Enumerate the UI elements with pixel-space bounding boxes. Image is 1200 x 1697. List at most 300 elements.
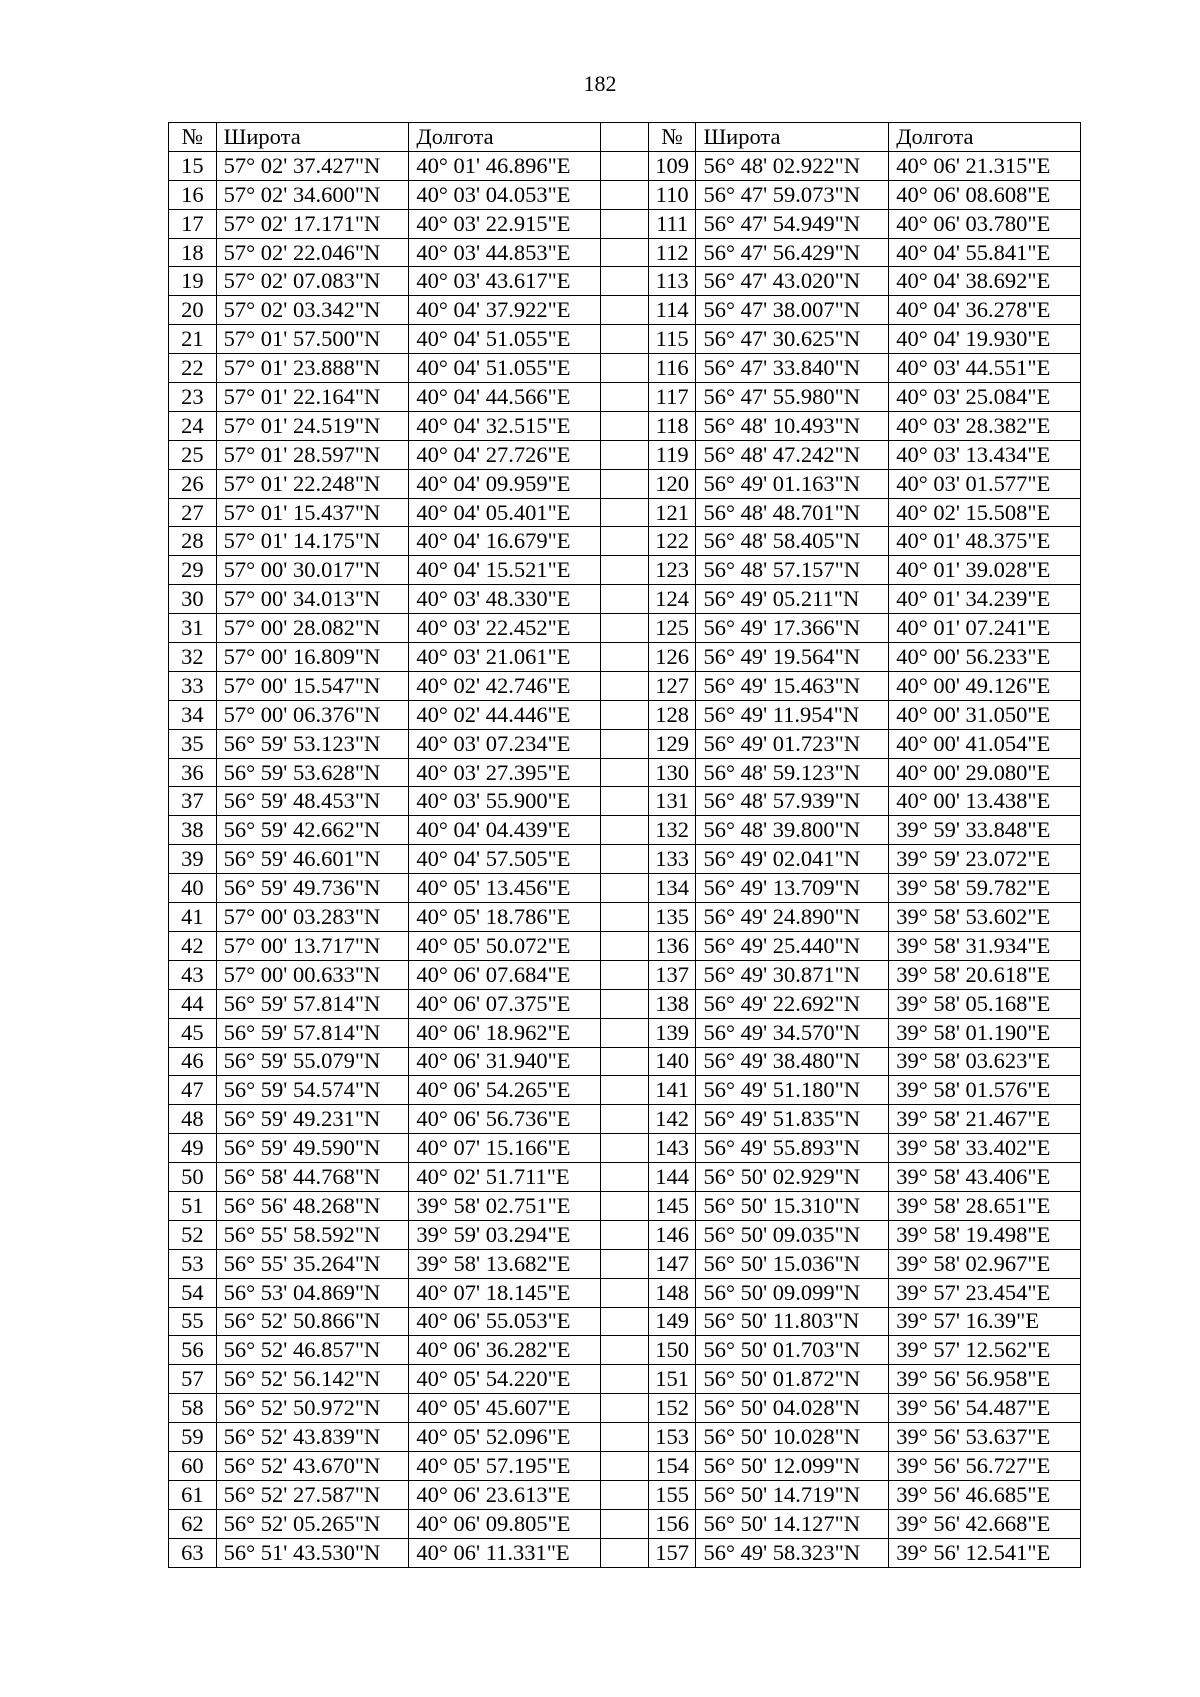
latitude-left: 57° 01' 15.437"N xyxy=(216,498,409,527)
gap-cell xyxy=(601,643,649,672)
latitude-right: 56° 47' 54.949"N xyxy=(696,209,889,238)
latitude-left: 57° 02' 37.427"N xyxy=(216,151,409,180)
longitude-left: 40° 05' 50.072"E xyxy=(409,931,601,960)
row-number-left: 43 xyxy=(169,960,217,989)
longitude-left: 40° 06' 31.940"E xyxy=(409,1047,601,1076)
gap-cell xyxy=(601,1538,649,1567)
longitude-right: 39° 56' 53.637"E xyxy=(889,1423,1081,1452)
row-number-right: 130 xyxy=(648,758,696,787)
row-number-right: 123 xyxy=(648,556,696,585)
row-number-right: 134 xyxy=(648,874,696,903)
gap-cell xyxy=(601,931,649,960)
gap-cell xyxy=(601,180,649,209)
table-row xyxy=(169,1076,1081,1105)
longitude-left: 40° 05' 52.096"E xyxy=(409,1423,601,1452)
table-row xyxy=(169,989,1081,1018)
latitude-right: 56° 50' 11.803"N xyxy=(696,1307,889,1336)
latitude-left: 57° 01' 22.248"N xyxy=(216,469,409,498)
latitude-right: 56° 50' 02.929"N xyxy=(696,1163,889,1192)
gap-cell xyxy=(601,585,649,614)
longitude-left: 40° 03' 44.853"E xyxy=(409,238,601,267)
longitude-right: 39° 56' 56.727"E xyxy=(889,1451,1081,1480)
longitude-right: 40° 04' 38.692"E xyxy=(889,267,1081,296)
table-body xyxy=(169,151,1081,1567)
row-number-right: 117 xyxy=(648,383,696,412)
row-number-right: 127 xyxy=(648,671,696,700)
row-number-right: 142 xyxy=(648,1105,696,1134)
row-number-left: 25 xyxy=(169,440,217,469)
row-number-left: 16 xyxy=(169,180,217,209)
gap-cell xyxy=(601,758,649,787)
row-number-right: 154 xyxy=(648,1451,696,1480)
header-longitude-right: Долгота xyxy=(889,123,1081,152)
latitude-right: 56° 49' 25.440"N xyxy=(696,931,889,960)
table-row xyxy=(169,1047,1081,1076)
row-number-left: 56 xyxy=(169,1336,217,1365)
table-row xyxy=(169,527,1081,556)
gap-cell xyxy=(601,1307,649,1336)
longitude-right: 40° 01' 48.375"E xyxy=(889,527,1081,556)
latitude-right: 56° 49' 13.709"N xyxy=(696,874,889,903)
gap-cell xyxy=(601,1423,649,1452)
gap-cell xyxy=(601,1047,649,1076)
gap-cell xyxy=(601,1191,649,1220)
table-row xyxy=(169,469,1081,498)
row-number-right: 147 xyxy=(648,1249,696,1278)
table-row xyxy=(169,1365,1081,1394)
table-row xyxy=(169,180,1081,209)
latitude-left: 56° 59' 57.814"N xyxy=(216,1018,409,1047)
gap-cell xyxy=(601,787,649,816)
longitude-left: 40° 06' 54.265"E xyxy=(409,1076,601,1105)
row-number-right: 145 xyxy=(648,1191,696,1220)
latitude-left: 57° 01' 28.597"N xyxy=(216,440,409,469)
row-number-left: 49 xyxy=(169,1134,217,1163)
table-row xyxy=(169,1480,1081,1509)
longitude-right: 40° 04' 19.930"E xyxy=(889,325,1081,354)
latitude-right: 56° 48' 47.242"N xyxy=(696,440,889,469)
gap-cell xyxy=(601,903,649,932)
longitude-right: 40° 00' 29.080"E xyxy=(889,758,1081,787)
longitude-right: 40° 06' 08.608"E xyxy=(889,180,1081,209)
longitude-right: 39° 59' 23.072"E xyxy=(889,845,1081,874)
row-number-right: 110 xyxy=(648,180,696,209)
longitude-left: 40° 03' 43.617"E xyxy=(409,267,601,296)
row-number-left: 35 xyxy=(169,729,217,758)
row-number-right: 115 xyxy=(648,325,696,354)
gap-cell xyxy=(601,209,649,238)
longitude-left: 40° 03' 55.900"E xyxy=(409,787,601,816)
row-number-right: 137 xyxy=(648,960,696,989)
longitude-right: 39° 58' 59.782"E xyxy=(889,874,1081,903)
table-row xyxy=(169,1394,1081,1423)
table-row xyxy=(169,325,1081,354)
row-number-right: 122 xyxy=(648,527,696,556)
latitude-right: 56° 49' 01.163"N xyxy=(696,469,889,498)
longitude-right: 40° 06' 21.315"E xyxy=(889,151,1081,180)
gap-cell xyxy=(601,1163,649,1192)
table-row xyxy=(169,411,1081,440)
latitude-left: 57° 01' 57.500"N xyxy=(216,325,409,354)
longitude-right: 40° 03' 44.551"E xyxy=(889,354,1081,383)
table-row xyxy=(169,440,1081,469)
row-number-right: 132 xyxy=(648,816,696,845)
latitude-left: 56° 52' 46.857"N xyxy=(216,1336,409,1365)
longitude-left: 40° 04' 16.679"E xyxy=(409,527,601,556)
latitude-left: 57° 02' 34.600"N xyxy=(216,180,409,209)
gap-cell xyxy=(601,960,649,989)
latitude-right: 56° 48' 02.922"N xyxy=(696,151,889,180)
row-number-left: 23 xyxy=(169,383,217,412)
table-row xyxy=(169,585,1081,614)
latitude-left: 57° 00' 03.283"N xyxy=(216,903,409,932)
row-number-right: 118 xyxy=(648,411,696,440)
gap-cell xyxy=(601,1451,649,1480)
row-number-left: 29 xyxy=(169,556,217,585)
longitude-right: 40° 01' 07.241"E xyxy=(889,614,1081,643)
row-number-left: 45 xyxy=(169,1018,217,1047)
latitude-right: 56° 50' 01.872"N xyxy=(696,1365,889,1394)
latitude-right: 56° 47' 33.840"N xyxy=(696,354,889,383)
latitude-right: 56° 48' 57.939"N xyxy=(696,787,889,816)
gap-cell xyxy=(601,1018,649,1047)
latitude-right: 56° 48' 10.493"N xyxy=(696,411,889,440)
latitude-right: 56° 49' 58.323"N xyxy=(696,1538,889,1567)
longitude-right: 40° 00' 13.438"E xyxy=(889,787,1081,816)
table-row xyxy=(169,931,1081,960)
latitude-right: 56° 49' 01.723"N xyxy=(696,729,889,758)
longitude-right: 39° 57' 16.39"E xyxy=(889,1307,1081,1336)
latitude-right: 56° 48' 59.123"N xyxy=(696,758,889,787)
latitude-left: 56° 59' 53.123"N xyxy=(216,729,409,758)
latitude-left: 57° 01' 23.888"N xyxy=(216,354,409,383)
row-number-left: 21 xyxy=(169,325,217,354)
longitude-left: 40° 07' 18.145"E xyxy=(409,1278,601,1307)
row-number-left: 51 xyxy=(169,1191,217,1220)
latitude-left: 56° 55' 58.592"N xyxy=(216,1220,409,1249)
gap-cell xyxy=(601,1365,649,1394)
latitude-left: 57° 00' 15.547"N xyxy=(216,671,409,700)
longitude-right: 39° 58' 33.402"E xyxy=(889,1134,1081,1163)
table-row xyxy=(169,1220,1081,1249)
row-number-right: 109 xyxy=(648,151,696,180)
longitude-left: 40° 05' 13.456"E xyxy=(409,874,601,903)
longitude-left: 40° 04' 44.566"E xyxy=(409,383,601,412)
longitude-right: 39° 57' 23.454"E xyxy=(889,1278,1081,1307)
row-number-right: 144 xyxy=(648,1163,696,1192)
longitude-left: 40° 04' 51.055"E xyxy=(409,325,601,354)
table-row xyxy=(169,1509,1081,1538)
latitude-left: 57° 00' 13.717"N xyxy=(216,931,409,960)
row-number-left: 20 xyxy=(169,296,217,325)
longitude-right: 39° 58' 01.576"E xyxy=(889,1076,1081,1105)
row-number-left: 28 xyxy=(169,527,217,556)
longitude-right: 39° 58' 53.602"E xyxy=(889,903,1081,932)
table-row xyxy=(169,267,1081,296)
latitude-left: 56° 56' 48.268"N xyxy=(216,1191,409,1220)
row-number-left: 31 xyxy=(169,614,217,643)
latitude-left: 56° 59' 53.628"N xyxy=(216,758,409,787)
row-number-left: 15 xyxy=(169,151,217,180)
latitude-right: 56° 48' 57.157"N xyxy=(696,556,889,585)
header-longitude-left: Долгота xyxy=(409,123,601,152)
latitude-right: 56° 49' 17.366"N xyxy=(696,614,889,643)
latitude-left: 57° 00' 06.376"N xyxy=(216,700,409,729)
latitude-left: 56° 58' 44.768"N xyxy=(216,1163,409,1192)
table-row xyxy=(169,874,1081,903)
row-number-left: 63 xyxy=(169,1538,217,1567)
latitude-left: 56° 59' 55.079"N xyxy=(216,1047,409,1076)
latitude-left: 56° 59' 49.231"N xyxy=(216,1105,409,1134)
gap-cell xyxy=(601,1076,649,1105)
longitude-left: 40° 01' 46.896"E xyxy=(409,151,601,180)
header-latitude-left: Широта xyxy=(216,123,409,152)
table-row xyxy=(169,1451,1081,1480)
row-number-left: 38 xyxy=(169,816,217,845)
latitude-left: 56° 59' 57.814"N xyxy=(216,989,409,1018)
gap-cell xyxy=(601,671,649,700)
longitude-right: 39° 58' 20.618"E xyxy=(889,960,1081,989)
row-number-right: 146 xyxy=(648,1220,696,1249)
row-number-right: 140 xyxy=(648,1047,696,1076)
table-row xyxy=(169,758,1081,787)
gap-cell xyxy=(601,1220,649,1249)
table-row xyxy=(169,238,1081,267)
row-number-left: 19 xyxy=(169,267,217,296)
table-header-row xyxy=(169,123,1081,152)
header-gap xyxy=(601,123,649,152)
row-number-right: 156 xyxy=(648,1509,696,1538)
longitude-right: 40° 01' 39.028"E xyxy=(889,556,1081,585)
gap-cell xyxy=(601,151,649,180)
longitude-right: 39° 58' 03.623"E xyxy=(889,1047,1081,1076)
longitude-right: 39° 58' 19.498"E xyxy=(889,1220,1081,1249)
table-row xyxy=(169,845,1081,874)
latitude-left: 57° 01' 22.164"N xyxy=(216,383,409,412)
longitude-left: 40° 06' 11.331"E xyxy=(409,1538,601,1567)
latitude-right: 56° 49' 34.570"N xyxy=(696,1018,889,1047)
gap-cell xyxy=(601,1249,649,1278)
longitude-left: 40° 02' 51.711"E xyxy=(409,1163,601,1192)
latitude-right: 56° 49' 51.835"N xyxy=(696,1105,889,1134)
row-number-left: 55 xyxy=(169,1307,217,1336)
longitude-left: 40° 03' 07.234"E xyxy=(409,729,601,758)
row-number-left: 24 xyxy=(169,411,217,440)
latitude-right: 56° 49' 30.871"N xyxy=(696,960,889,989)
gap-cell xyxy=(601,498,649,527)
longitude-right: 40° 00' 49.126"E xyxy=(889,671,1081,700)
latitude-right: 56° 50' 10.028"N xyxy=(696,1423,889,1452)
table-row xyxy=(169,960,1081,989)
gap-cell xyxy=(601,238,649,267)
longitude-left: 40° 06' 36.282"E xyxy=(409,1336,601,1365)
table-row xyxy=(169,1018,1081,1047)
latitude-left: 56° 52' 05.265"N xyxy=(216,1509,409,1538)
latitude-right: 56° 47' 38.007"N xyxy=(696,296,889,325)
latitude-left: 57° 00' 28.082"N xyxy=(216,614,409,643)
row-number-right: 120 xyxy=(648,469,696,498)
longitude-right: 39° 56' 42.668"E xyxy=(889,1509,1081,1538)
longitude-left: 40° 04' 27.726"E xyxy=(409,440,601,469)
latitude-left: 57° 02' 22.046"N xyxy=(216,238,409,267)
latitude-right: 56° 50' 01.703"N xyxy=(696,1336,889,1365)
row-number-right: 136 xyxy=(648,931,696,960)
row-number-left: 62 xyxy=(169,1509,217,1538)
latitude-right: 56° 48' 48.701"N xyxy=(696,498,889,527)
row-number-left: 57 xyxy=(169,1365,217,1394)
longitude-left: 40° 04' 32.515"E xyxy=(409,411,601,440)
row-number-right: 128 xyxy=(648,700,696,729)
gap-cell xyxy=(601,1105,649,1134)
header-number-left: № xyxy=(169,123,217,152)
gap-cell xyxy=(601,354,649,383)
latitude-right: 56° 49' 22.692"N xyxy=(696,989,889,1018)
row-number-left: 61 xyxy=(169,1480,217,1509)
gap-cell xyxy=(601,267,649,296)
longitude-left: 40° 04' 09.959"E xyxy=(409,469,601,498)
longitude-left: 40° 04' 57.505"E xyxy=(409,845,601,874)
table-row xyxy=(169,729,1081,758)
latitude-right: 56° 49' 05.211"N xyxy=(696,585,889,614)
latitude-left: 56° 59' 46.601"N xyxy=(216,845,409,874)
row-number-right: 131 xyxy=(648,787,696,816)
row-number-left: 59 xyxy=(169,1423,217,1452)
longitude-left: 39° 58' 02.751"E xyxy=(409,1191,601,1220)
latitude-left: 57° 00' 34.013"N xyxy=(216,585,409,614)
latitude-right: 56° 49' 55.893"N xyxy=(696,1134,889,1163)
gap-cell xyxy=(601,469,649,498)
latitude-left: 56° 59' 54.574"N xyxy=(216,1076,409,1105)
gap-cell xyxy=(601,556,649,585)
gap-cell xyxy=(601,296,649,325)
row-number-left: 42 xyxy=(169,931,217,960)
longitude-right: 40° 01' 34.239"E xyxy=(889,585,1081,614)
longitude-left: 40° 03' 04.053"E xyxy=(409,180,601,209)
latitude-right: 56° 49' 02.041"N xyxy=(696,845,889,874)
latitude-left: 56° 59' 42.662"N xyxy=(216,816,409,845)
longitude-right: 40° 04' 36.278"E xyxy=(889,296,1081,325)
latitude-left: 56° 52' 56.142"N xyxy=(216,1365,409,1394)
gap-cell xyxy=(601,989,649,1018)
row-number-left: 32 xyxy=(169,643,217,672)
longitude-left: 40° 05' 18.786"E xyxy=(409,903,601,932)
row-number-right: 141 xyxy=(648,1076,696,1105)
row-number-right: 133 xyxy=(648,845,696,874)
table-row xyxy=(169,151,1081,180)
longitude-left: 40° 06' 07.684"E xyxy=(409,960,601,989)
latitude-right: 56° 47' 55.980"N xyxy=(696,383,889,412)
longitude-right: 40° 00' 56.233"E xyxy=(889,643,1081,672)
row-number-right: 116 xyxy=(648,354,696,383)
table-row xyxy=(169,1105,1081,1134)
table-row xyxy=(169,1538,1081,1567)
row-number-right: 138 xyxy=(648,989,696,1018)
row-number-left: 17 xyxy=(169,209,217,238)
latitude-right: 56° 48' 39.800"N xyxy=(696,816,889,845)
gap-cell xyxy=(601,411,649,440)
latitude-left: 57° 02' 03.342"N xyxy=(216,296,409,325)
table-row xyxy=(169,383,1081,412)
longitude-left: 39° 58' 13.682"E xyxy=(409,1249,601,1278)
latitude-right: 56° 49' 11.954"N xyxy=(696,700,889,729)
table-row xyxy=(169,816,1081,845)
row-number-right: 125 xyxy=(648,614,696,643)
gap-cell xyxy=(601,1336,649,1365)
gap-cell xyxy=(601,325,649,354)
longitude-right: 39° 56' 12.541"E xyxy=(889,1538,1081,1567)
latitude-right: 56° 50' 15.310"N xyxy=(696,1191,889,1220)
latitude-right: 56° 50' 14.127"N xyxy=(696,1509,889,1538)
row-number-left: 39 xyxy=(169,845,217,874)
latitude-right: 56° 47' 56.429"N xyxy=(696,238,889,267)
gap-cell xyxy=(601,383,649,412)
row-number-left: 60 xyxy=(169,1451,217,1480)
table-row xyxy=(169,1163,1081,1192)
latitude-right: 56° 49' 51.180"N xyxy=(696,1076,889,1105)
row-number-left: 22 xyxy=(169,354,217,383)
latitude-left: 56° 55' 35.264"N xyxy=(216,1249,409,1278)
row-number-right: 119 xyxy=(648,440,696,469)
longitude-left: 40° 05' 54.220"E xyxy=(409,1365,601,1394)
latitude-left: 56° 59' 49.590"N xyxy=(216,1134,409,1163)
table-row xyxy=(169,1423,1081,1452)
row-number-left: 26 xyxy=(169,469,217,498)
longitude-left: 40° 05' 45.607"E xyxy=(409,1394,601,1423)
row-number-left: 33 xyxy=(169,671,217,700)
longitude-left: 40° 04' 37.922"E xyxy=(409,296,601,325)
table-row xyxy=(169,1278,1081,1307)
longitude-right: 39° 59' 33.848"E xyxy=(889,816,1081,845)
row-number-left: 46 xyxy=(169,1047,217,1076)
latitude-right: 56° 47' 59.073"N xyxy=(696,180,889,209)
row-number-right: 139 xyxy=(648,1018,696,1047)
longitude-right: 40° 00' 31.050"E xyxy=(889,700,1081,729)
longitude-right: 39° 58' 31.934"E xyxy=(889,931,1081,960)
gap-cell xyxy=(601,1134,649,1163)
row-number-left: 41 xyxy=(169,903,217,932)
table-row xyxy=(169,1336,1081,1365)
gap-cell xyxy=(601,816,649,845)
latitude-right: 56° 50' 09.035"N xyxy=(696,1220,889,1249)
table-row xyxy=(169,643,1081,672)
latitude-right: 56° 47' 43.020"N xyxy=(696,267,889,296)
row-number-right: 157 xyxy=(648,1538,696,1567)
longitude-left: 40° 03' 21.061"E xyxy=(409,643,601,672)
gap-cell xyxy=(601,729,649,758)
latitude-left: 56° 52' 43.670"N xyxy=(216,1451,409,1480)
latitude-left: 57° 00' 30.017"N xyxy=(216,556,409,585)
latitude-left: 57° 01' 14.175"N xyxy=(216,527,409,556)
table-row xyxy=(169,354,1081,383)
row-number-left: 37 xyxy=(169,787,217,816)
longitude-right: 40° 03' 13.434"E xyxy=(889,440,1081,469)
coordinates-table xyxy=(168,122,1081,1568)
longitude-right: 40° 02' 15.508"E xyxy=(889,498,1081,527)
row-number-left: 40 xyxy=(169,874,217,903)
latitude-left: 56° 51' 43.530"N xyxy=(216,1538,409,1567)
row-number-right: 149 xyxy=(648,1307,696,1336)
longitude-right: 39° 57' 12.562"E xyxy=(889,1336,1081,1365)
latitude-right: 56° 50' 09.099"N xyxy=(696,1278,889,1307)
longitude-left: 40° 04' 04.439"E xyxy=(409,816,601,845)
longitude-left: 40° 05' 57.195"E xyxy=(409,1451,601,1480)
latitude-right: 56° 48' 58.405"N xyxy=(696,527,889,556)
longitude-right: 40° 06' 03.780"E xyxy=(889,209,1081,238)
latitude-left: 56° 52' 50.972"N xyxy=(216,1394,409,1423)
latitude-left: 56° 59' 48.453"N xyxy=(216,787,409,816)
latitude-left: 57° 01' 24.519"N xyxy=(216,411,409,440)
latitude-left: 56° 52' 27.587"N xyxy=(216,1480,409,1509)
